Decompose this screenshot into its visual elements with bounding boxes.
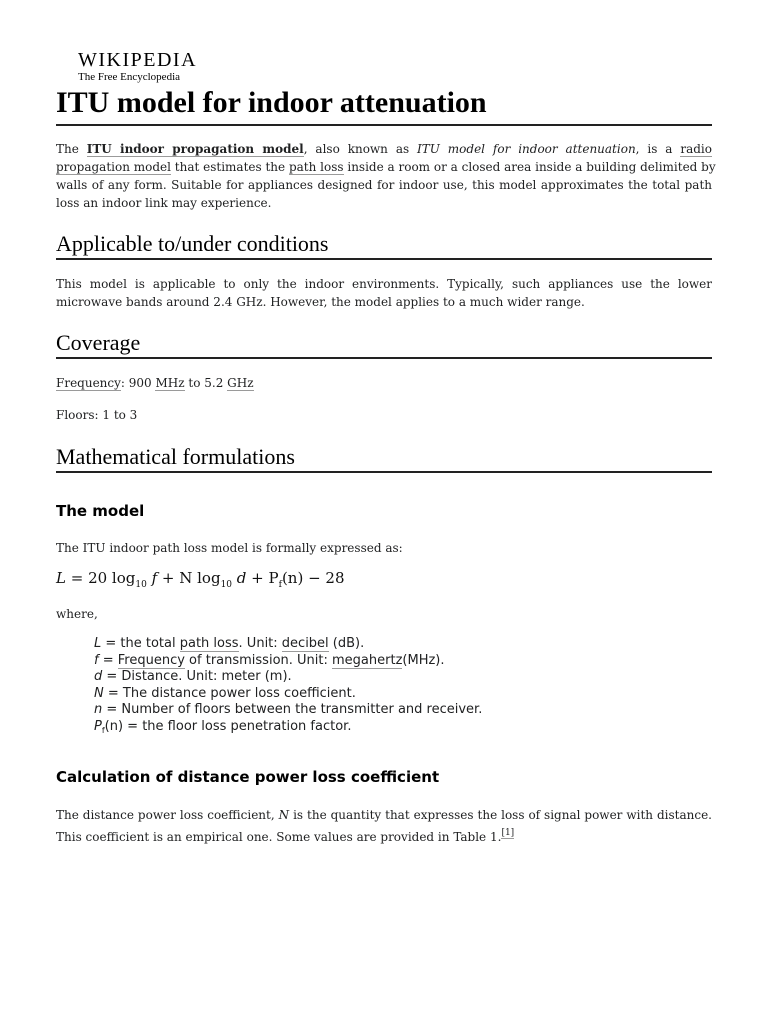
ghz-link[interactable]: GHz [227, 376, 254, 390]
intro-line-1: The ITU indoor propagation model, also known as ITU model for indoor attenuation, is a radio [56, 142, 712, 156]
intro-line-4: loss an indoor link may experience. [56, 196, 272, 210]
def-n: n = Number of floors between the transmitter and receiver. [94, 702, 483, 718]
heading-the-model: The model [56, 502, 145, 520]
page-title: ITU model for indoor attenuation [56, 86, 487, 119]
megahertz-link[interactable]: megahertz [332, 652, 403, 668]
applicable-line-1: This model is applicable to only the indoor environments. Typically, such appliances use the lower [56, 277, 712, 291]
citation-1-link[interactable]: [1] [501, 828, 515, 838]
intro-line-2: propagation model that estimates the path loss inside a room or a closed area inside a building delimited by [56, 160, 716, 174]
applicable-divider [56, 258, 712, 260]
applicable-line-2: microwave bands around 2.4 GHz. However, the model applies to a much wider range. [56, 295, 585, 309]
title-divider [56, 124, 712, 126]
def-f: f = Frequency of transmission. Unit: megahertz(MHz). [94, 652, 445, 668]
coverage-frequency: Frequency: 900 MHz to 5.2 GHz [56, 376, 254, 390]
path-loss-link[interactable]: path loss [288, 160, 344, 174]
def-Pf: $P_f(n)$ = the floor loss penetration factor. [94, 718, 352, 735]
def-L: L = the total path loss. Unit: decibel (dB). [94, 636, 365, 651]
radio-propagation-model-link-start[interactable]: radio [680, 142, 712, 156]
wikipedia-tagline: The Free Encyclopedia [78, 71, 181, 83]
wikipedia-wordmark[interactable]: WIKIPEDIA [78, 49, 198, 71]
model-intro: The ITU indoor path loss model is formally expressed as: [56, 541, 403, 555]
calc-line-2: This coefficient is an empirical one. Some values are provided in Table 1.[1] [56, 828, 515, 844]
mhz-link[interactable]: MHz [155, 376, 185, 390]
path-loss-formula: L = 20 $\log_{10} f + N$ $\log_{10} d + P_f(n) - 28$ [56, 569, 345, 590]
variable-definitions [94, 636, 482, 740]
heading-applicable: Applicable to/under conditions [56, 231, 329, 256]
frequency-link[interactable]: Frequency [56, 376, 121, 390]
coverage-divider [56, 357, 712, 359]
heading-calculation: Calculation of distance power loss coefficient [56, 768, 440, 786]
frequency-def-link[interactable]: Frequency [117, 652, 185, 668]
heading-coverage: Coverage [56, 330, 141, 355]
math-divider [56, 471, 712, 473]
radio-propagation-model-link[interactable]: propagation model [56, 160, 171, 174]
where-label: where, [56, 607, 98, 621]
heading-math: Mathematical formulations [56, 444, 295, 469]
calc-line-1: The distance power loss coefficient, N is the quantity that expresses the loss of signal power with distance. [56, 808, 712, 822]
path-loss-def-link[interactable]: path loss [179, 636, 239, 651]
decibel-link[interactable]: decibel [281, 636, 329, 651]
def-N: N = The distance power loss coefficient. [94, 685, 356, 701]
intro-line-3: walls of any form. Suitable for appliances designed for indoor use, this model approximates the total path [56, 178, 712, 192]
def-d: d = Distance. Unit: meter (m). [94, 669, 292, 685]
itu-model-link[interactable]: ITU indoor propagation model [86, 142, 304, 156]
coverage-floors: Floors: 1 to 3 [56, 408, 138, 422]
